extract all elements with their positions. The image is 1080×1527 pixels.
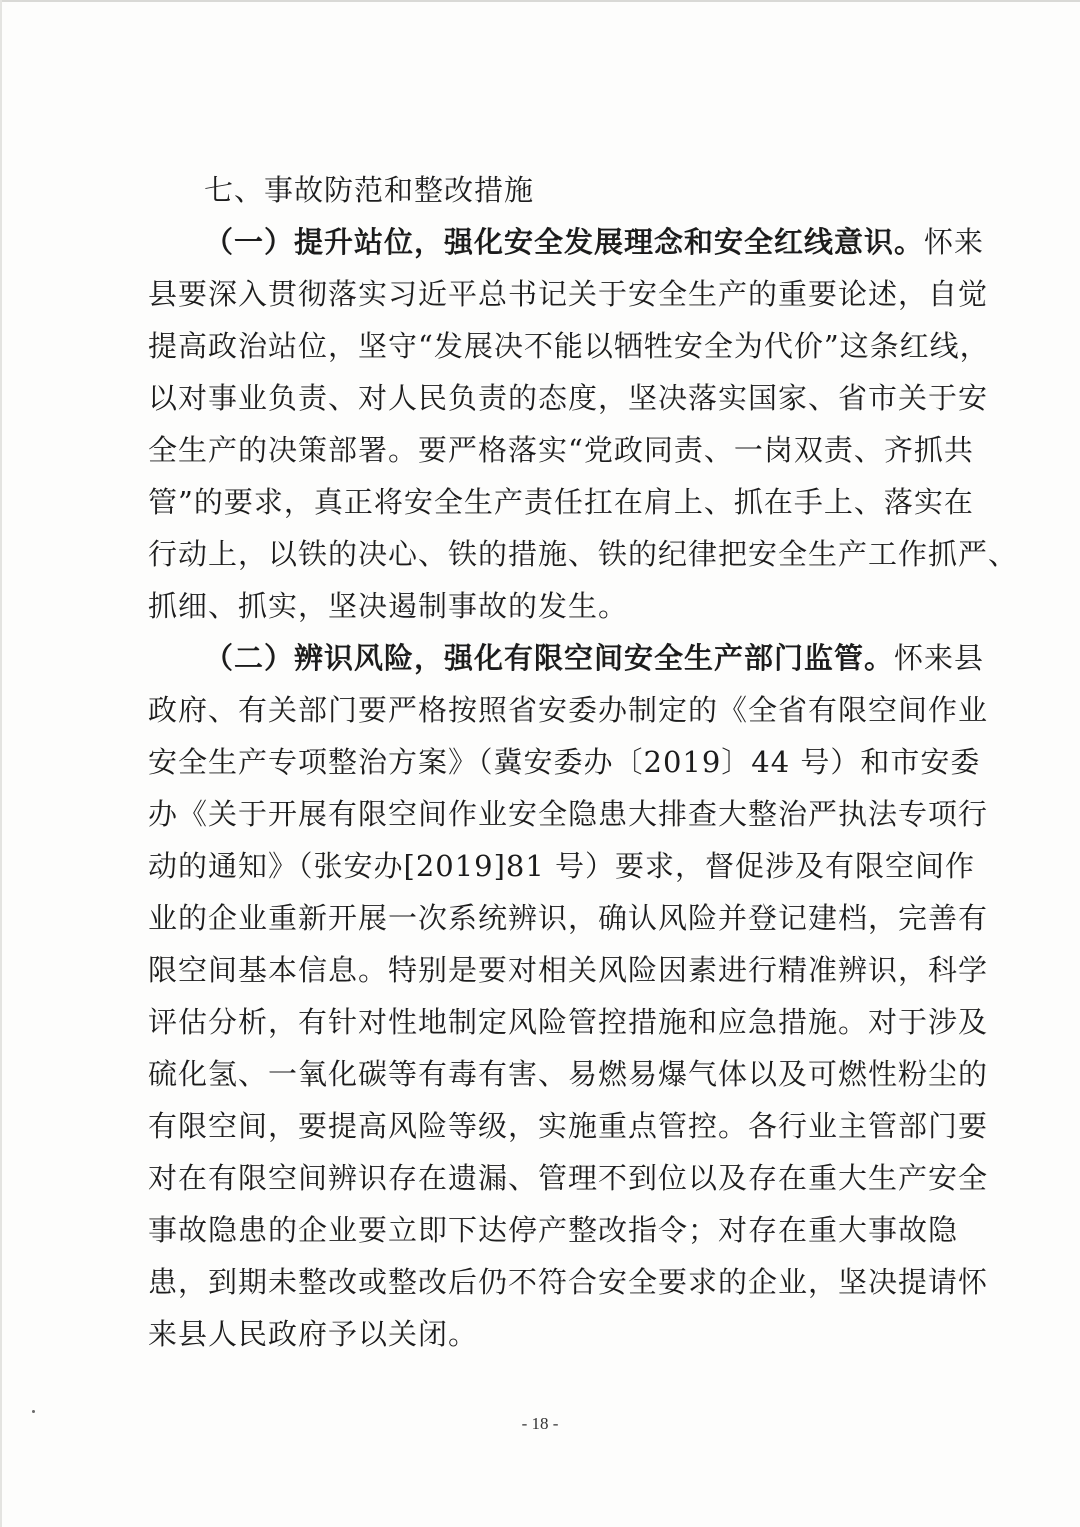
paragraph-line: [148, 216, 985, 268]
paragraph-1: [148, 216, 1019, 632]
paragraph-line: 行动上，以铁的决心、铁的措施、铁的纪律把安全生产工作抓严、: [148, 537, 1019, 571]
paragraph-line: 硫化氢、一氧化碳等有毒有害、易燃易爆气体以及可燃性粉尘的: [148, 1057, 989, 1091]
scan-edge: [0, 0, 1080, 2]
document-body: [148, 164, 1019, 1360]
paragraph-line: 患，到期未整改或整改后仍不符合安全要求的企业，坚决提请怀: [148, 1265, 989, 1299]
paragraph-line: 办《关于开展有限空间作业安全隐患大排查大整治严执法专项行: [148, 797, 989, 831]
paragraph-line: 动的通知》（张安办[2019]81 号）要求，督促涉及有限空间作: [148, 849, 976, 883]
paragraph-line: 业的企业重新开展一次系统辨识，确认风险并登记建档，完善有: [148, 901, 989, 935]
paragraph-line: 对在有限空间辨识存在遗漏、管理不到位以及存在重大生产安全: [148, 1161, 989, 1195]
paragraph-line: 限空间基本信息。特别是要对相关风险因素进行精准辨识，科学: [148, 953, 989, 987]
paragraph-line: 有限空间，要提高风险等级，实施重点管控。各行业主管部门要: [148, 1109, 989, 1143]
paragraph-text: 怀来县: [894, 641, 985, 675]
paragraph-lead: （二）辨识风险，强化有限空间安全生产部门监管。: [204, 641, 895, 675]
paragraph-lead: （一）提升站位，强化安全发展理念和安全红线意识。: [204, 225, 925, 259]
page-number: - 18 -: [521, 1414, 559, 1433]
paragraph-line: 评估分析，有针对性地制定风险管控措施和应急措施。对于涉及: [148, 1005, 989, 1039]
paragraph-line: 来县人民政府予以关闭。: [148, 1317, 479, 1351]
paragraph-line: 管”的要求，真正将安全生产责任扛在肩上、抓在手上、落实在: [148, 485, 974, 519]
paragraph-line: 安全生产专项整治方案》（冀安委办〔2019〕44 号）和市安委: [148, 745, 981, 779]
paragraph-line: 以对事业负责、对人民负责的态度，坚决落实国家、省市关于安: [148, 381, 989, 415]
paragraph-line: 提高政治站位，坚守“发展决不能以牺牲安全为代价”这条红线，: [148, 329, 990, 363]
paragraph-line: 事故隐患的企业要立即下达停产整改指令；对存在重大事故隐: [148, 1213, 959, 1247]
paragraph-line: 抓细、抓实，坚决遏制事故的发生。: [148, 589, 629, 623]
paragraph-line: [148, 632, 985, 684]
paragraph-text: 怀来: [924, 225, 985, 259]
scan-edge: [0, 0, 2, 1527]
scan-speck: [32, 1410, 35, 1413]
paragraph-line: 全生产的决策部署。要严格落实“党政同责、一岗双责、齐抓共: [148, 433, 974, 467]
paragraph-2: [148, 632, 989, 1360]
paragraph-line: 政府、有关部门要严格按照省安委办制定的《全省有限空间作业: [148, 693, 989, 727]
paragraph-line: 县要深入贯彻落实习近平总书记关于安全生产的重要论述，自觉: [148, 277, 989, 311]
section-title: 七、事故防范和整改措施: [204, 173, 535, 207]
